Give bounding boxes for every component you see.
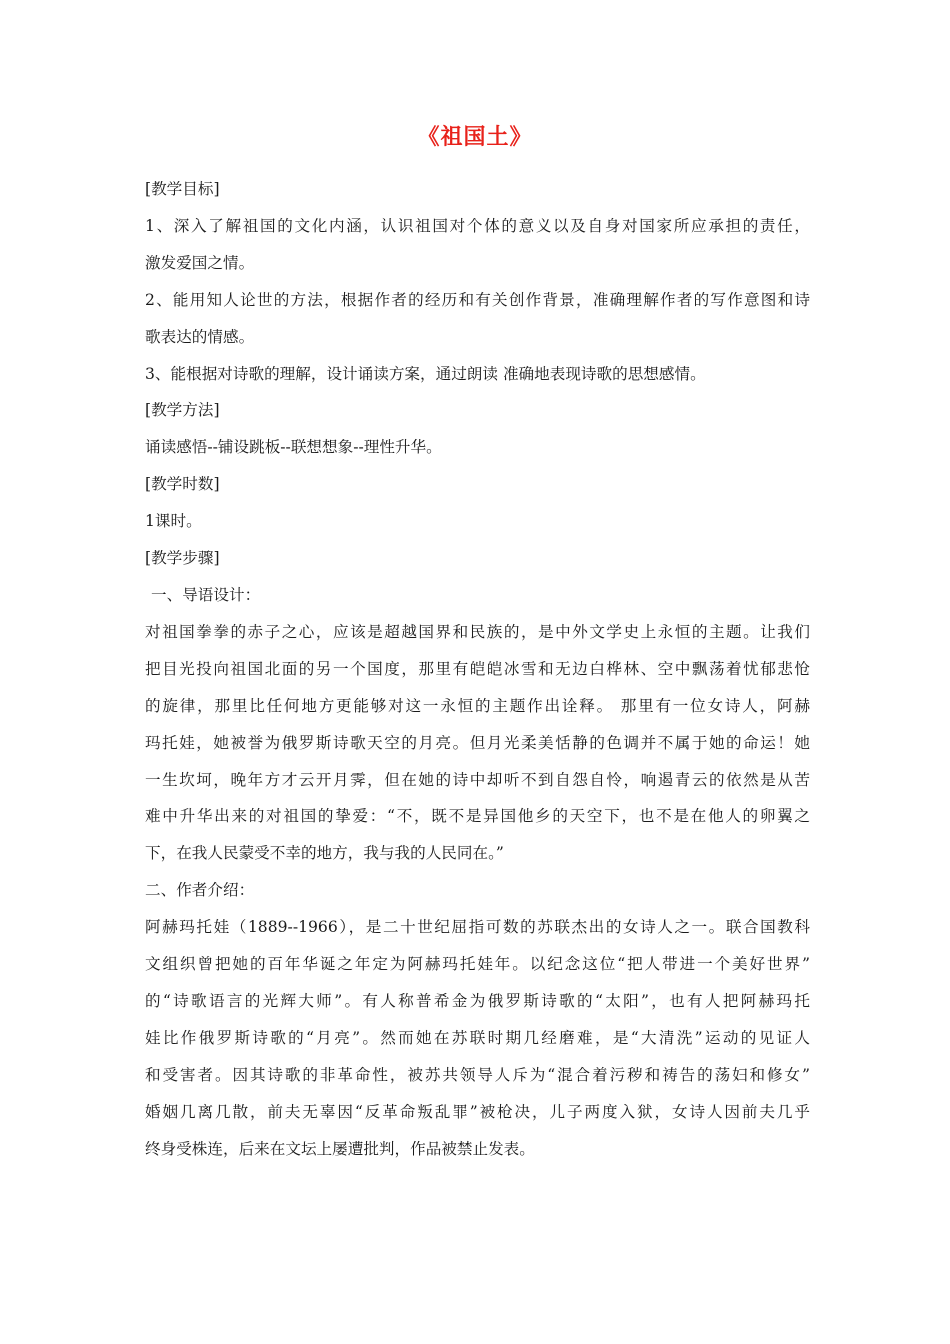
objective-2-line-2: 歌表达的情感。 [145, 327, 255, 346]
author-paragraph-line: 终身受株连，后来在文坛上屡遭批判，作品被禁止发表。 [145, 1139, 535, 1158]
document-title: 《祖国土》 [417, 124, 533, 150]
intro-paragraph-line: 的旋律，那里比任何地方更能够对这一永恒的主题作出诠释。 那里有一位女诗人，阿赫 [145, 696, 810, 715]
intro-paragraph-line: 一生坎坷，晚年方才云开月霁，但在她的诗中却听不到自怨自怜，响遏青云的依然是从苦 [145, 770, 810, 789]
author-paragraph-line: 娃比作俄罗斯诗歌的“月亮”。然而她在苏联时期几经磨难，是“大清洗”运动的见证人 [145, 1028, 810, 1047]
author-paragraph-line: 文组织曾把她的百年华诞之年定为阿赫玛托娃年。以纪念这位“把人带进一个美好世界” [145, 955, 810, 974]
section-heading-methods: [教学方法] [145, 401, 220, 420]
section-heading-hours: [教学时数] [145, 475, 220, 494]
intro-paragraph-line: 玛托娃，她被誉为俄罗斯诗歌天空的月亮。但月光柔美恬静的色调并不属于她的命运！她 [145, 733, 810, 752]
intro-paragraph-line: 下，在我人民蒙受不幸的地方，我与我的人民同在。” [145, 844, 504, 863]
author-paragraph-line: 的“诗歌语言的光辉大师”。有人称普希金为俄罗斯诗歌的“太阳”，也有人把阿赫玛托 [145, 991, 810, 1010]
intro-paragraph-line: 对祖国拳拳的赤子之心，应该是超越国界和民族的，是中外文学史上永恒的主题。让我们 [145, 622, 810, 641]
methods-text: 诵读感悟--铺设跳板--联想想象--理性升华。 [145, 438, 442, 457]
intro-paragraph-line: 把目光投向祖国北面的另一个国度，那里有皑皑冰雪和无边白桦林、空中飘荡着忧郁悲怆 [145, 659, 810, 678]
objective-1-line-2: 激发爱国之情。 [145, 253, 255, 272]
document-body [145, 171, 810, 1167]
objective-1-line-1: 1、深入了解祖国的文化内涵，认识祖国对个体的意义以及自身对国家所应承担的责任， [145, 216, 810, 235]
objective-2-line-1: 2、能用知人论世的方法，根据作者的经历和有关创作背景，准确理解作者的写作意图和诗 [145, 290, 810, 309]
section-heading-steps: [教学步骤] [145, 549, 220, 568]
step-1-heading: 一、导语设计： [151, 585, 261, 604]
section-heading-objectives: [教学目标] [145, 180, 220, 198]
objective-3: 3、能根据对诗歌的理解，设计诵读方案，通过朗读 准确地表现诗歌的思想感情。 [145, 364, 706, 383]
intro-paragraph-line: 难中升华出来的对祖国的挚爱：“不，既不是异国他乡的天空下，也不是在他人的卵翼之 [145, 807, 810, 826]
hours-text: 1课时。 [145, 512, 202, 531]
author-paragraph-line: 和受害者。因其诗歌的非革命性，被苏共领导人斥为“混合着污秽和祷告的荡妇和修女” [145, 1065, 810, 1084]
author-paragraph-line: 阿赫玛托娃（1889--1966），是二十世纪屈指可数的苏联杰出的女诗人之一。联合国教科 [145, 918, 810, 937]
step-2-heading: 二、作者介绍： [145, 881, 255, 900]
author-paragraph-line: 婚姻几离几散，前夫无辜因“反革命叛乱罪”被枪决，儿子两度入狱，女诗人因前夫几乎 [145, 1102, 810, 1121]
